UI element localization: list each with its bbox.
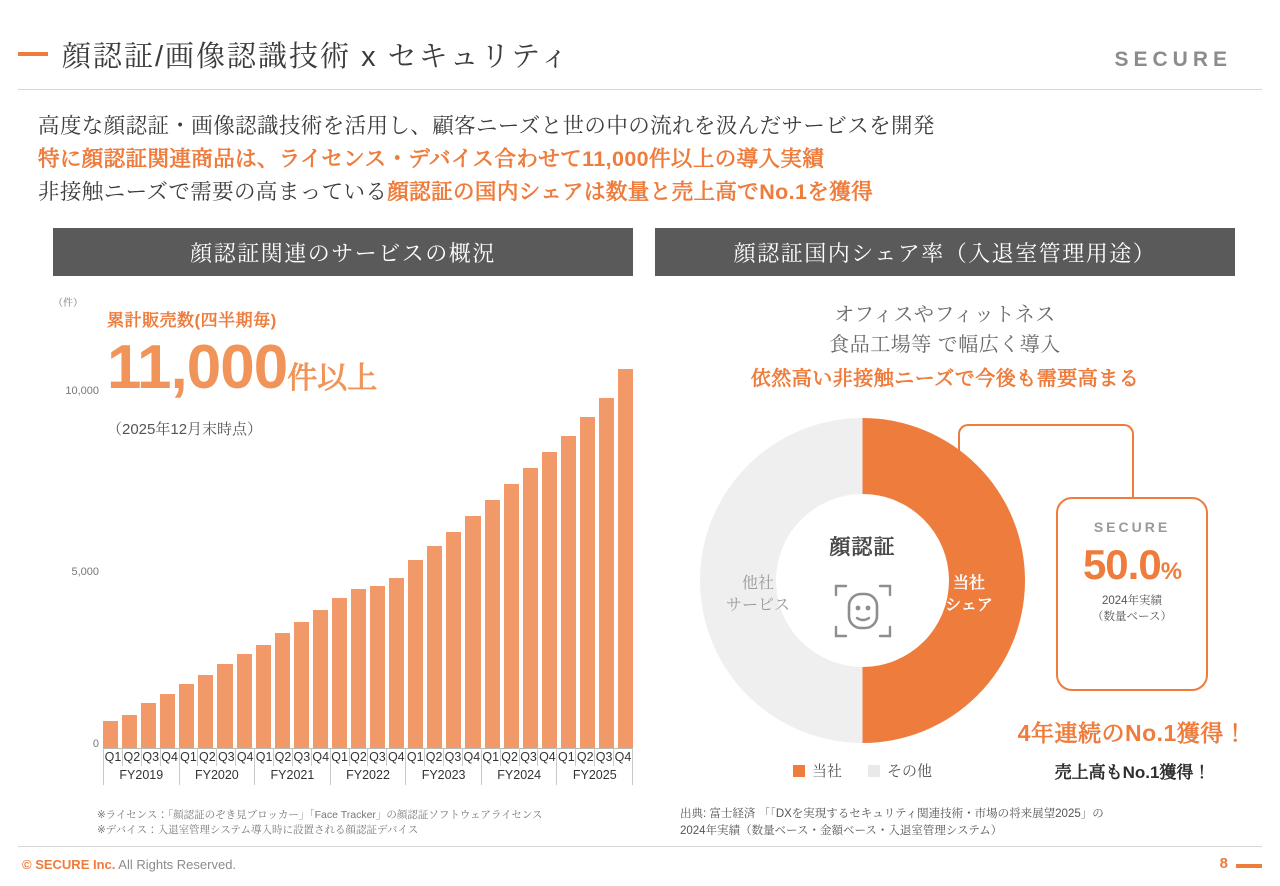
x-tick-quarter: Q4 (463, 750, 481, 764)
x-tick-quarter: Q2 (425, 750, 443, 764)
y-tick-10000: 10,000 (65, 385, 99, 397)
x-axis-fiscalyear-row (103, 766, 633, 785)
footer-copyright-brand: © SECURE Inc. (22, 857, 116, 872)
share-box-note-1: 2024年実績 (1101, 595, 1163, 607)
x-tick-quarter: Q3 (369, 750, 386, 764)
share-box-note (1058, 593, 1206, 625)
x-tick-quarter: Q1 (406, 750, 424, 764)
donut-label-other-line2: サービス (725, 597, 790, 614)
face-recognition-icon (833, 581, 893, 641)
bar-series (103, 350, 633, 748)
slide-header (0, 0, 1280, 88)
footer-copyright-rest: All Rights Reserved. (115, 857, 237, 872)
bar (351, 589, 366, 748)
y-tick-0: 0 (92, 738, 99, 750)
donut-legend (700, 760, 1025, 781)
x-tick-quarter: Q2 (274, 750, 292, 764)
footer-divider (18, 846, 1262, 847)
x-tick-quarter: Q4 (236, 750, 254, 764)
header-divider (18, 89, 1262, 90)
lead-line-1: 高度な顔認証・画像認識技術を活用し、顧客ニーズと世の中の流れを汲んだサービスを開発 (38, 114, 935, 138)
bar-plot-area (103, 350, 633, 749)
sales-no1-text: 売上高もNo.1獲得！ (1054, 763, 1211, 782)
legend-label-ours: 当社 (811, 763, 842, 780)
header-accent-dash (18, 52, 48, 56)
bar (618, 369, 633, 748)
bar (275, 633, 290, 748)
x-tick-quarter: Q1 (180, 750, 197, 764)
bar (179, 684, 194, 748)
x-tick-quarter: Q1 (331, 750, 348, 764)
share-box-logo: SECURE (1093, 519, 1171, 535)
y-tick-5000: 5,000 (71, 566, 99, 578)
x-tick-quarter: Q2 (576, 750, 594, 764)
x-tick-quarter: Q4 (539, 750, 556, 764)
donut-label-ours-line2: シェア (945, 597, 993, 614)
x-tick-fiscal-year: FY2023 (406, 766, 482, 785)
x-tick-quarter: Q1 (104, 750, 122, 764)
right-lead-3: 依然高い非接触ニーズで今後も需要高まる (750, 368, 1140, 390)
x-tick-quarter: Q3 (142, 750, 160, 764)
x-tick-fiscal-year: FY2021 (255, 766, 331, 785)
callout-value: 11,000 (107, 333, 288, 402)
bar (427, 546, 442, 748)
bar (160, 694, 175, 748)
bar (370, 586, 385, 748)
bar (332, 598, 347, 748)
legend-item-other (868, 760, 932, 781)
donut-label-other (702, 573, 814, 617)
x-tick-fiscal-year: FY2024 (482, 766, 558, 785)
bar (141, 703, 156, 748)
x-tick-fiscal-year: FY2022 (331, 766, 407, 785)
x-tick-quarter: Q4 (312, 750, 330, 764)
x-tick-quarter: Q2 (350, 750, 367, 764)
right-lead-2: 食品工場等 で幅広く導入 (829, 334, 1061, 356)
right-footnotes (680, 806, 1104, 840)
x-axis-quarter-row (103, 748, 633, 766)
share-box-percent: % (1160, 558, 1182, 585)
legend-swatch-ours (793, 765, 805, 777)
callout-connector-line (958, 424, 1134, 499)
donut-label-ours (915, 573, 1023, 617)
x-tick-quarter: Q3 (595, 750, 613, 764)
x-tick-quarter: Q1 (557, 750, 575, 764)
x-tick-quarter: Q2 (501, 750, 518, 764)
section-banner-left: 顔認証関連のサービスの概況 (53, 228, 633, 276)
bar (504, 484, 519, 748)
bar (389, 578, 404, 748)
bar (103, 721, 118, 748)
lead-line-3-highlight: 顔認証の国内シェアは数量と売上高でNo.1を獲得 (387, 180, 874, 204)
bar (542, 452, 557, 748)
page-number: 8 (1219, 855, 1228, 872)
bar (122, 715, 137, 748)
bar (580, 417, 595, 748)
lead-line-3-prefix: 非接触ニーズで需要の高まっている (38, 180, 388, 204)
lead-line-2: 特に顔認証関連商品は、ライセンス・デバイス合わせて11,000件以上の導入実績 (38, 147, 825, 171)
page-title: 顔認証/画像認識技術 x セキュリティ (62, 41, 571, 73)
bar (313, 610, 328, 749)
x-tick-quarter: Q1 (482, 750, 500, 764)
share-box-value: 50.0 (1082, 541, 1161, 588)
share-box-value-row (1058, 541, 1206, 589)
x-tick-quarter: Q4 (614, 750, 632, 764)
x-axis (103, 748, 633, 785)
bar (237, 654, 252, 748)
x-tick-quarter: Q2 (199, 750, 216, 764)
bar (198, 675, 213, 748)
x-tick-quarter: Q2 (123, 750, 141, 764)
bar (256, 645, 271, 748)
share-box-note-2: （数量ベース） (1092, 611, 1172, 623)
bar (408, 560, 423, 748)
bar (599, 398, 614, 748)
lead-line-3 (38, 176, 1248, 209)
legend-item-ours (793, 760, 842, 781)
x-tick-quarter: Q3 (520, 750, 537, 764)
x-tick-quarter: Q1 (255, 750, 273, 764)
x-tick-quarter: Q4 (161, 750, 178, 764)
x-tick-fiscal-year: FY2019 (104, 766, 180, 785)
callout-unit: 件以上 (287, 362, 378, 395)
left-footnotes (97, 808, 543, 838)
left-footnote-1: ※ライセンス：「顔認証のぞき見ブロッカー」「Face Tracker」の顔認証ソフトウェアライセンス (97, 809, 543, 821)
x-tick-quarter: Q3 (217, 750, 235, 764)
footer-accent-bar (1236, 864, 1262, 868)
donut-label-other-line1: 他社 (741, 575, 774, 592)
callout-asof: （2025年12月末時点） (107, 421, 263, 438)
bar (217, 664, 232, 748)
right-lead-1: オフィスやフィットネス (834, 304, 1056, 326)
bar-chart (53, 290, 643, 782)
donut-center-label: 顔認証 (829, 536, 896, 559)
callout-title: 累計販売数(四半期毎) (107, 311, 277, 330)
right-lead-text (655, 300, 1235, 394)
donut-label-ours-line1: 当社 (952, 575, 985, 592)
bar (465, 516, 480, 748)
x-tick-quarter: Q4 (387, 750, 405, 764)
section-banner-right: 顔認証国内シェア率（入退室管理用途） (655, 228, 1235, 276)
legend-swatch-other (868, 765, 880, 777)
right-source-1: 出典: 富士経済 「「DXを実現するセキュリティ関連技術・市場の将来展望2025」の (680, 808, 1104, 820)
x-tick-quarter: Q3 (293, 750, 311, 764)
bar (485, 500, 500, 748)
company-logo: SECURE (1114, 48, 1232, 71)
x-tick-fiscal-year: FY2025 (557, 766, 633, 785)
bar (561, 436, 576, 748)
lead-text-block (38, 110, 1248, 209)
share-value-box (1056, 497, 1208, 691)
footer-copyright (22, 857, 236, 872)
x-tick-quarter: Q3 (444, 750, 462, 764)
right-source-2: 2024年実績（数量ベース・金額ベース・入退室管理システム） (680, 825, 1003, 837)
bar (446, 532, 461, 749)
bar (523, 468, 538, 748)
no1-streak-text: 4年連続のNo.1獲得！ (1017, 720, 1248, 746)
y-axis-unit: （件） (53, 298, 83, 309)
x-tick-fiscal-year: FY2020 (180, 766, 256, 785)
legend-label-other: その他 (887, 763, 933, 780)
bar (294, 622, 309, 748)
left-footnote-2: ※デバイス：入退室管理システム導入時に設置される顔認証デバイス (97, 824, 419, 836)
